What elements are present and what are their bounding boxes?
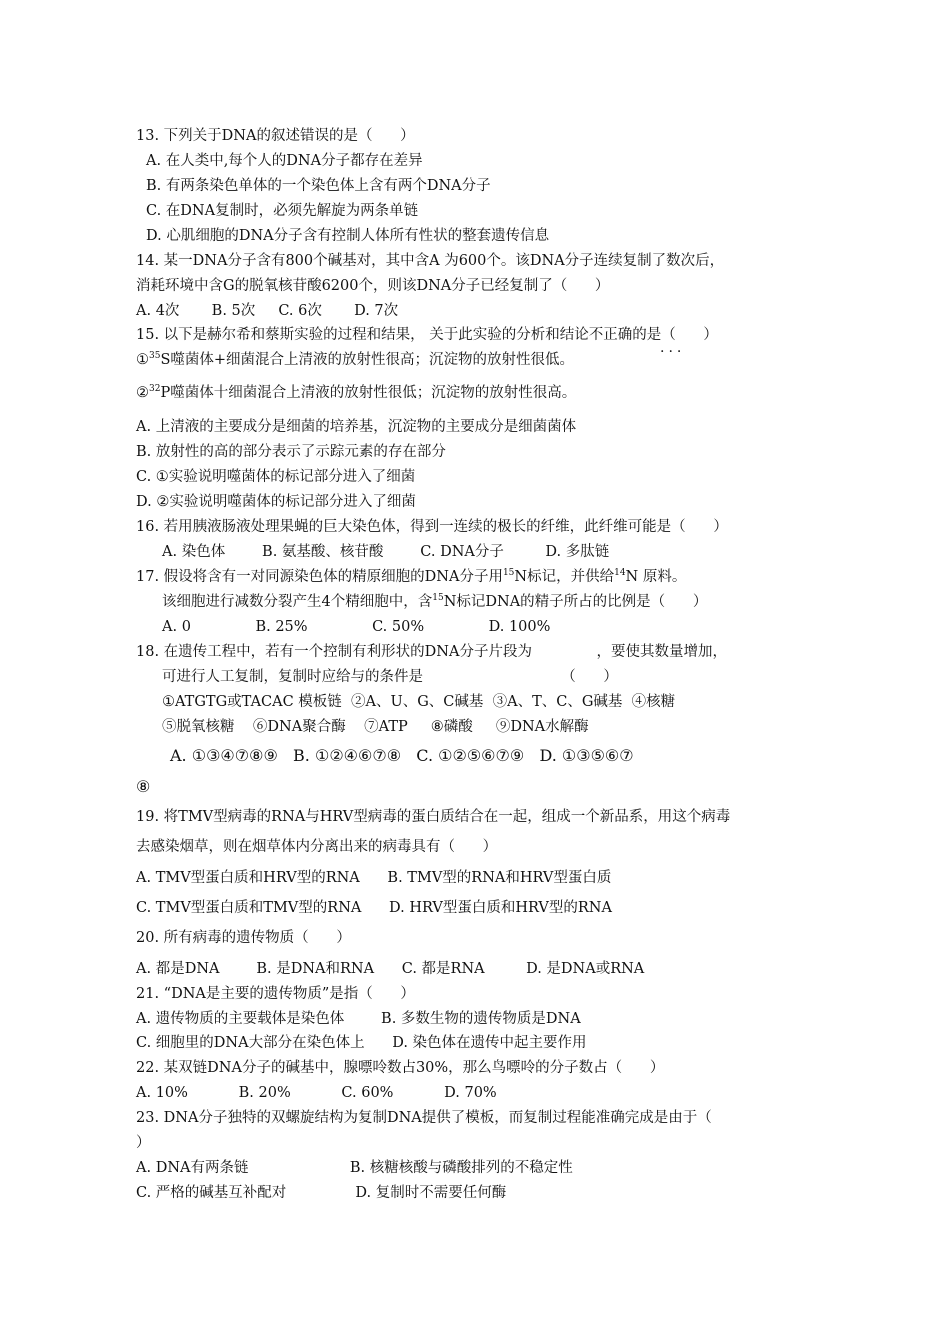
emphasis-dots: ... — [660, 340, 686, 356]
q13-option-b: B. 有两条染色单体的一个染色体上含有两个DNA分子 — [146, 178, 491, 194]
q13-stem: 13. 下列关于DNA的叙述错误的是（ ） — [136, 128, 415, 144]
q19-stem-line2: 去感染烟草，则在烟草体内分离出来的病毒具有（ ） — [136, 839, 498, 855]
q18-conditions-line1: ①ATGTG或TACAC 模板链 ②A、U、G、C碱基 ③A、T、C、G碱基 ④核糖 — [162, 694, 676, 710]
q16-options: A. 染色体 B. 氨基酸、核苷酸 C. DNA分子 D. 多肽链 — [162, 544, 610, 560]
q17-options: A. 0 B. 25% C. 50% D. 100% — [162, 619, 551, 635]
q22-options: A. 10% B. 20% C. 60% D. 70% — [136, 1085, 497, 1101]
q23-stem-line2: ） — [136, 1135, 151, 1151]
q21-stem: 21. “DNA是主要的遗传物质”是指（ ） — [136, 986, 415, 1002]
q20-stem: 20. 所有病毒的遗传物质（ ） — [136, 930, 351, 946]
q23-stem-line1: 23. DNA分子独特的双螺旋结构为复制DNA提供了模板，而复制过程能准确完成是由于（ — [136, 1110, 712, 1126]
q13-option-d: D. 心肌细胞的DNA分子含有控制人体所有性状的整套遗传信息 — [146, 228, 550, 244]
q15-item-2: ②$^{32}$P噬菌体十细菌混合上清液的放射性很低；沉淀物的放射性很高。 — [136, 384, 577, 401]
q21-options-cd: C. 细胞里的DNA大部分在染色体上 D. 染色体在遗传中起主要作用 — [136, 1035, 587, 1051]
q15-item-1: ①$^{35}$S噬菌体+细菌混合上清液的放射性很高；沉淀物的放射性很低。 — [136, 351, 575, 368]
q15-option-b: B. 放射性的高的部分表示了示踪元素的存在部分 — [136, 444, 446, 460]
q15-stem: 15. 以下是赫尔希和蔡斯实验的过程和结果， 关于此实验的分析和结论不正确的是（ ） — [136, 327, 718, 343]
q17-stem-line2: 该细胞进行减数分裂产生4个精细胞中，含$^{15}$N标记DNA的精子所占的比例是（ ） — [162, 593, 708, 610]
q18-options: A. ①③④⑦⑧⑨ B. ①②④⑥⑦⑧ C. ①②⑤⑥⑦⑨ D. ①③⑤⑥⑦ — [170, 746, 634, 765]
q14-stem-line1: 14. 某一DNA分子含有800个碱基对，其中含A 为600个。该DNA分子连续复制了数次后， — [136, 253, 725, 269]
q13-option-c: C. 在DNA复制时，必须先解旋为两条单链 — [146, 203, 419, 219]
q17-stem-line1: 17. 假设将含有一对同源染色体的精原细胞的DNA分子用$^{15}$N标记，并供给$^{14}$N 原料。 — [136, 568, 687, 585]
q19-options-cd: C. TMV型蛋白质和TMV型的RNA D. HRV型蛋白质和HRV型的RNA — [136, 900, 612, 916]
q14-stem-line2: 消耗环境中含G的脱氧核苷酸6200个，则该DNA分子已经复制了（ ） — [136, 278, 610, 294]
q15-option-d: D. ②实验说明噬菌体的标记部分进入了细菌 — [136, 494, 416, 510]
q18-conditions-line2: ⑤脱氧核糖 ⑥DNA聚合酶 ⑦ATP ⑧磷酸 ⑨DNA水解酶 — [162, 719, 589, 735]
q19-stem-line1: 19. 将TMV型病毒的RNA与HRV型病毒的蛋白质结合在一起，组成一个新品系，用这个病毒 — [136, 809, 731, 825]
q15-option-c: C. ①实验说明噬菌体的标记部分进入了细菌 — [136, 469, 416, 485]
q21-options-ab: A. 遗传物质的主要载体是染色体 B. 多数生物的遗传物质是DNA — [136, 1011, 581, 1027]
q20-options: A. 都是DNA B. 是DNA和RNA C. 都是RNA D. 是DNA或RNA — [136, 961, 645, 977]
q14-options: A. 4次 B. 5次 C. 6次 D. 7次 — [136, 303, 399, 319]
q18-stem-line1: 18. 在遗传工程中，若有一个控制有利形状的DNA分子片段为 ，要使其数量增加， — [136, 644, 727, 660]
q18-options-wrap: ⑧ — [136, 777, 151, 796]
q19-options-ab: A. TMV型蛋白质和HRV型的RNA B. TMV型的RNA和HRV型蛋白质 — [136, 870, 612, 886]
q13-option-a: A. 在人类中,每个人的DNA分子都存在差异 — [146, 153, 423, 169]
q23-options-cd: C. 严格的碱基互补配对 D. 复制时不需要任何酶 — [136, 1185, 507, 1201]
q16-stem: 16. 若用胰液肠液处理果蝇的巨大染色体，得到一连续的极长的纤维，此纤维可能是（ ） — [136, 519, 728, 535]
q15-option-a: A. 上清液的主要成分是细菌的培养基，沉淀物的主要成分是细菌菌体 — [136, 419, 577, 435]
q23-options-ab: A. DNA有两条链 B. 核糖核酸与磷酸排列的不稳定性 — [136, 1160, 573, 1176]
q22-stem: 22. 某双链DNA分子的碱基中，腺嘌呤数占30%，那么鸟嘌呤的分子数占（ ） — [136, 1060, 665, 1076]
q18-stem-line2: 可进行人工复制，复制时应给与的条件是 （ ） — [162, 669, 618, 685]
